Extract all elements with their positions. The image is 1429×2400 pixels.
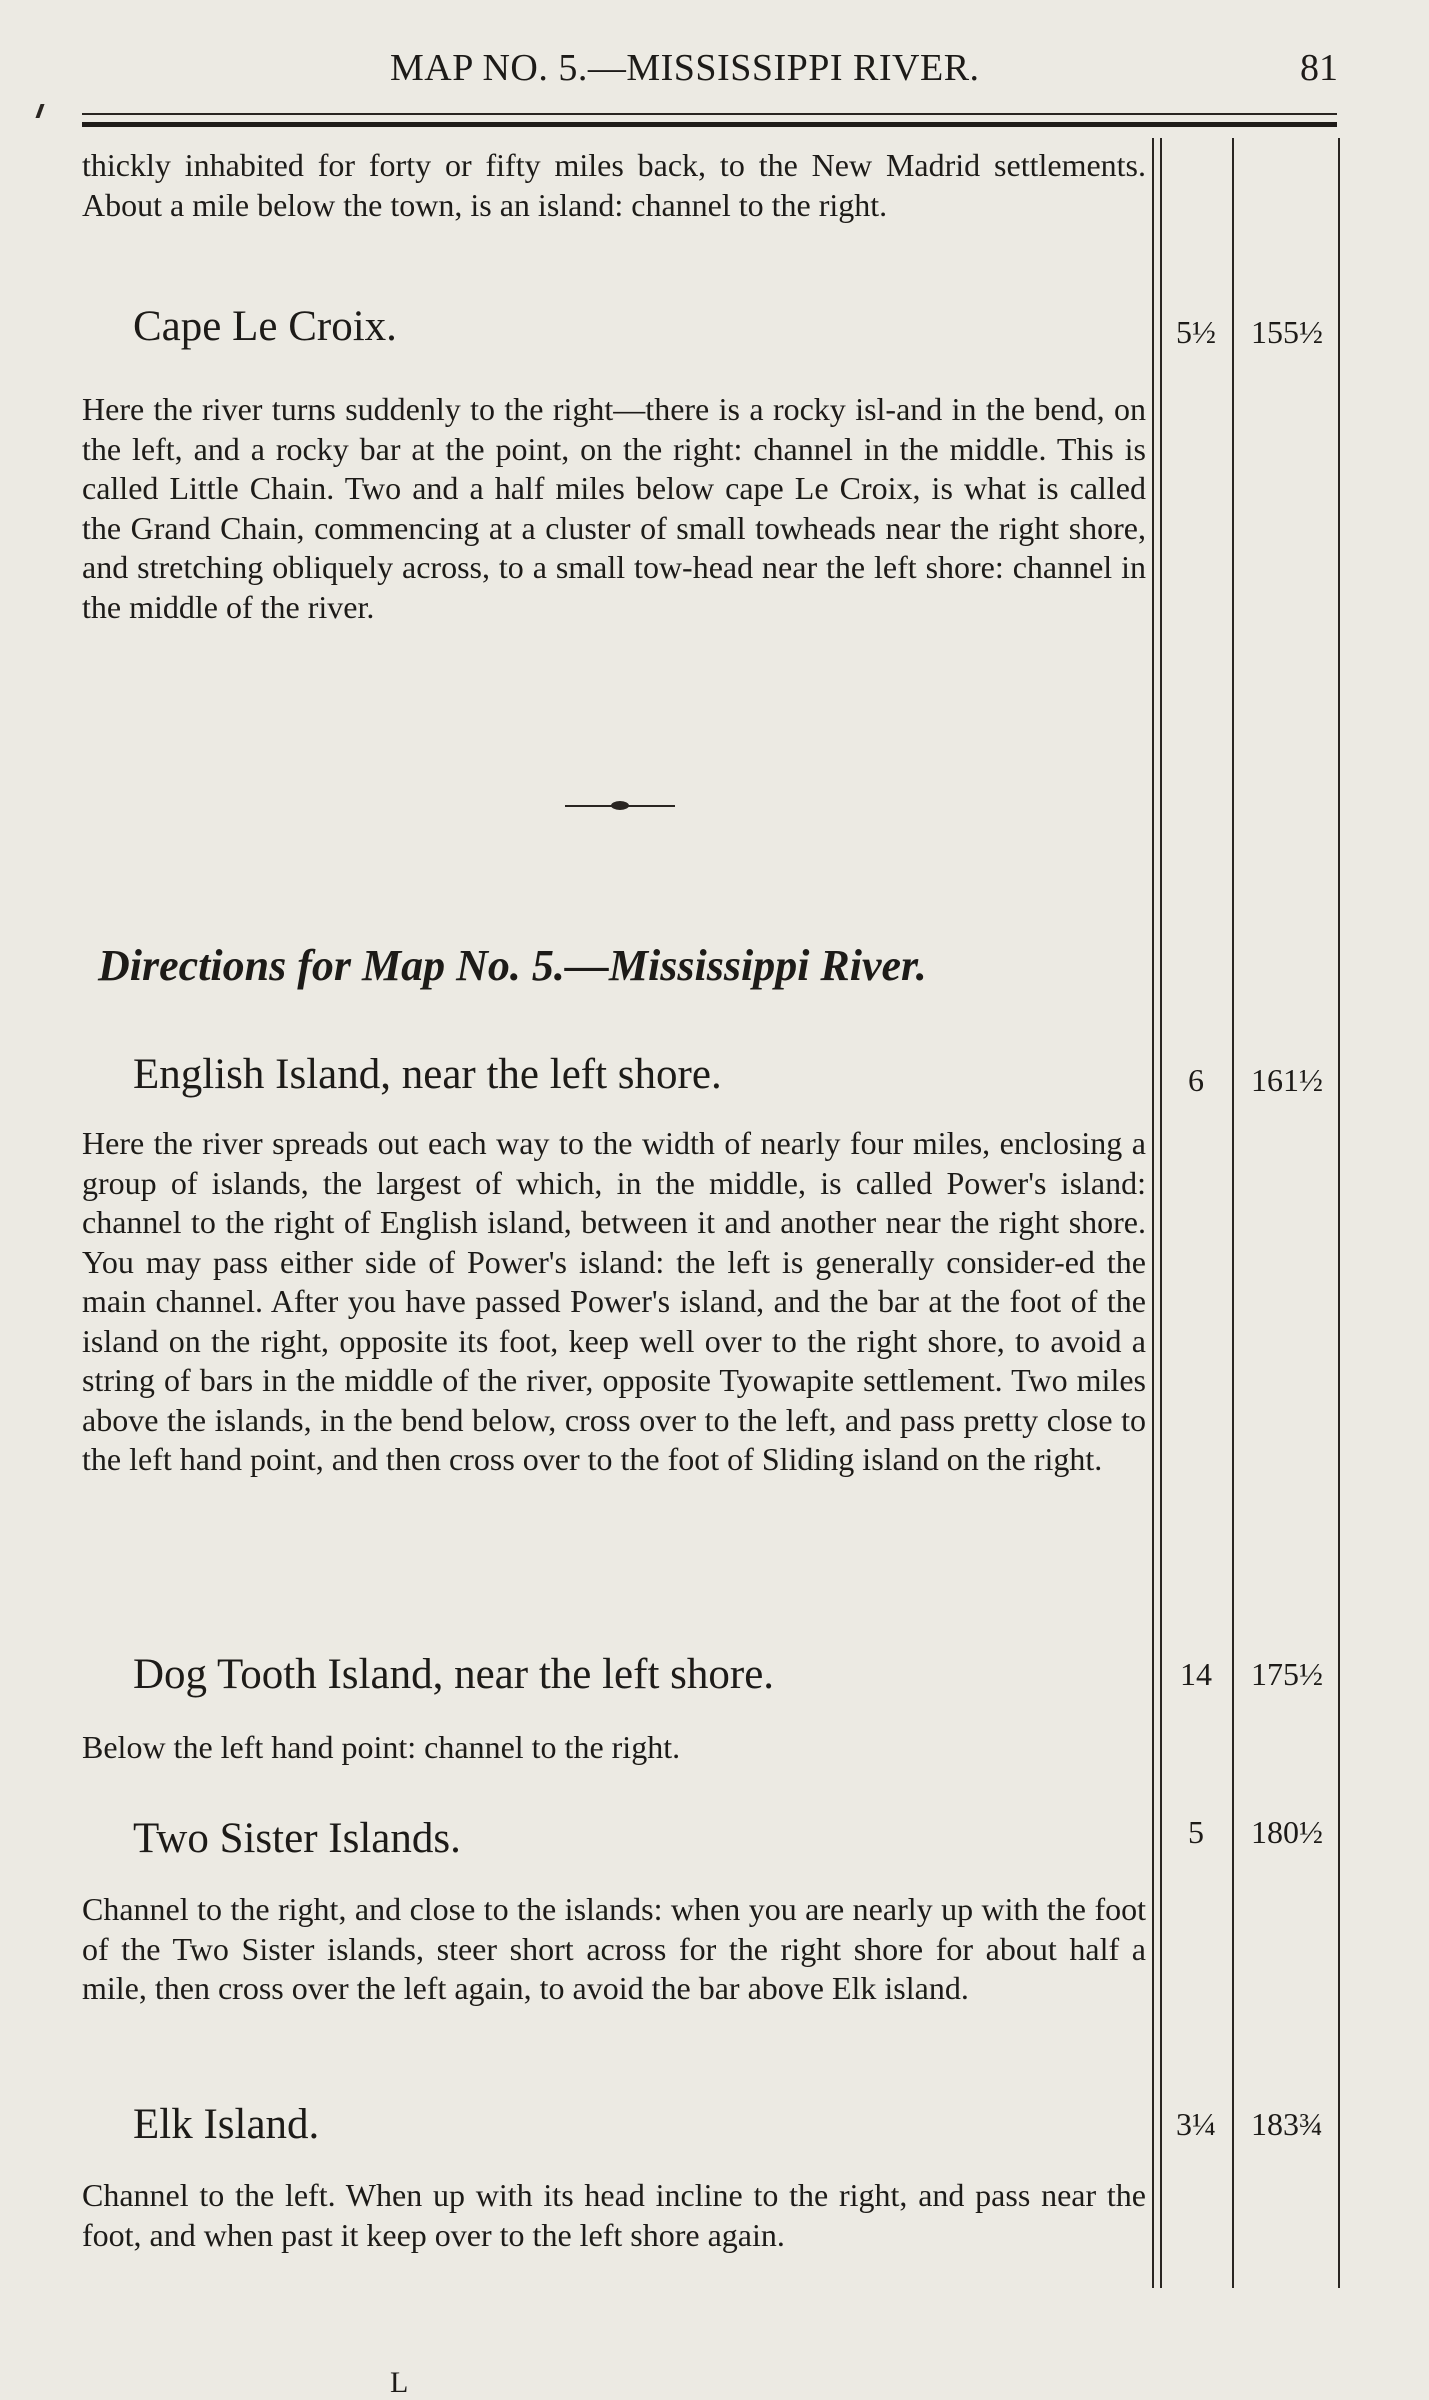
column-rule-middle (1232, 138, 1234, 2288)
entry-text-dog-tooth-island: Below the left hand point: channel to the right. (82, 1729, 681, 1765)
total-two-sister-islands: 180½ (1251, 1814, 1323, 1850)
distance-two-sister-islands: 5 (1188, 1814, 1204, 1850)
distance-cape-le-croix: 5½ (1176, 314, 1216, 350)
section-title: Directions for Map No. 5.—Mississippi River. (98, 941, 927, 990)
entry-text-block-dog-tooth-island (82, 1728, 1146, 1768)
entry-text-block-elk-island (82, 2176, 1146, 2255)
continuation-paragraph-block (82, 146, 1146, 225)
entry-text-block-english-island (82, 1124, 1146, 1480)
total-elk-island: 183¾ (1251, 2106, 1323, 2142)
column-rule-right (1338, 138, 1340, 2288)
signature-mark: L (390, 2366, 409, 2399)
header-rule-thick (82, 122, 1337, 127)
running-head: MAP NO. 5.—MISSISSIPPI RIVER. (390, 47, 980, 89)
column-rule-left-inner (1160, 138, 1162, 2288)
entry-text-block-two-sister-islands (82, 1890, 1146, 2009)
distance-elk-island: 3¼ (1176, 2106, 1216, 2142)
distance-dog-tooth-island: 14 (1180, 1656, 1212, 1692)
page-number: 81 (1300, 47, 1338, 89)
continuation-paragraph: thickly inhabited for forty or fifty miles back, to the New Madrid settlements. About a mile below the town, is an island: channel to the right. (82, 147, 1146, 223)
total-english-island: 161½ (1251, 1062, 1323, 1098)
entry-heading-two-sister-islands: Two Sister Islands. (133, 1815, 461, 1862)
entry-text-elk-island: Channel to the left. When up with its head incline to the right, and pass near the foot, and when past it keep over to the left shore again. (82, 2177, 1146, 2253)
entry-heading-english-island: English Island, near the left shore. (133, 1051, 722, 1098)
entry-heading-cape-le-croix: Cape Le Croix. (133, 303, 397, 350)
entry-heading-dog-tooth-island: Dog Tooth Island, near the left shore. (133, 1651, 775, 1698)
entry-text-two-sister-islands: Channel to the right, and close to the islands: when you are nearly up with the foot of the Two Sister islands, steer short across for the right shore for about half a mile, then cross over the left again, to avoid the bar above Elk island. (82, 1891, 1146, 2006)
ornament-diamond (611, 801, 629, 810)
entry-text-block-cape-le-croix (82, 390, 1146, 627)
column-rule-left-outer (1152, 138, 1154, 2288)
header-rule-thin (82, 113, 1337, 115)
total-dog-tooth-island: 175½ (1251, 1656, 1323, 1692)
entry-text-cape-le-croix: Here the river turns suddenly to the right—there is a rocky isl-and in the bend, on the left, and a rocky bar at the point, on the right: channel in the middle. This is called Little Chain. Two and a half miles below cape Le Croix, is what is called the Grand Chain, commencing at a cluster of small towheads near the right shore, and stretching obliquely across, to a small tow-head near the left shore: channel in the middle of the river. (82, 391, 1146, 625)
margin-tick-mark (35, 104, 44, 118)
entry-heading-elk-island: Elk Island. (133, 2101, 320, 2148)
entry-text-english-island: Here the river spreads out each way to the width of nearly four miles, enclosing a group of islands, the largest of which, in the middle, is called Power's island: channel to the right of English island, between it and another near the right shore. You may pass either side of Power's island: the left is generally consider-ed the main channel. After you have passed Power's island, and the bar at the foot of the island on the right, opposite its foot, keep well over to the right shore, to avoid a string of bars in the middle of the river, opposite Tyowapite settlement. Two miles above the islands, in the bend below, cross over to the left, and pass pretty close to the left hand point, and then cross over to the foot of Sliding island on the right. (82, 1125, 1146, 1477)
distance-english-island: 6 (1188, 1062, 1204, 1098)
total-cape-le-croix: 155½ (1251, 314, 1323, 350)
ornamental-divider (565, 798, 675, 814)
